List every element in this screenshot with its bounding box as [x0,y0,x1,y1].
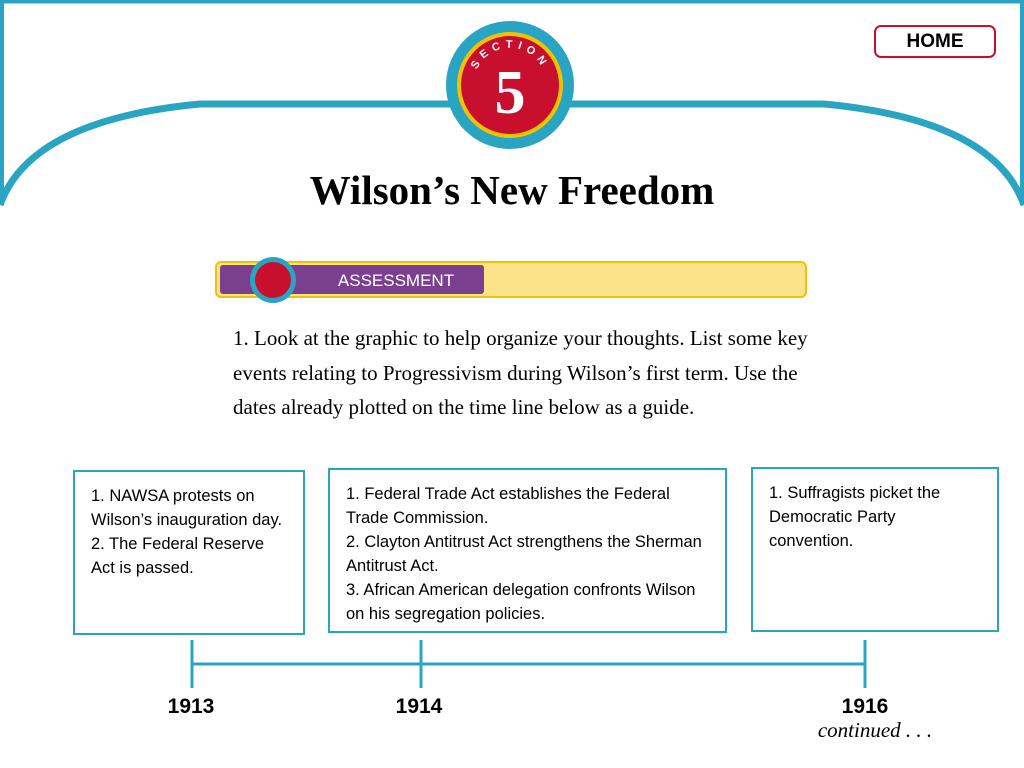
event-item: 3. African American delegation confronts Wilson on his segregation policies. [346,581,696,623]
event-box-1913 [73,470,305,635]
home-button[interactable]: HOME [874,25,996,58]
year-label-1913: 1913 [167,695,215,718]
section-word: SECTION [468,38,552,72]
event-box-1916 [751,467,999,632]
assessment-bar [216,257,806,303]
section-number: 5 [494,59,526,127]
year-label-1914: 1914 [395,695,443,718]
event-item: 2. The Federal Reserve Act is passed. [91,535,265,577]
event-item: 1. Suffragists picket the Democratic Party convention. [769,484,941,550]
page-title: Wilson’s New Freedom [309,167,715,213]
continued-label: continued . . . [817,718,933,742]
assessment-question: 1. Look at the graphic to help organize your thoughts. List some key events relating to Progressivism during Wilson’s first term. Use the dates already plotted on the time line below as a guide. [233,326,808,419]
timeline-axis [192,640,865,688]
assessment-label: ASSESSMENT [337,271,455,290]
year-label-1916: 1916 [841,695,889,718]
event-item: 1. Federal Trade Act establishes the Federal Trade Commission. [346,485,670,527]
event-item: 2. Clayton Antitrust Act strengthens the Sherman Antitrust Act. [346,533,702,575]
event-item: 1. NAWSA protests on Wilson’s inauguration day. [91,487,283,529]
event-box-1914 [328,468,727,633]
